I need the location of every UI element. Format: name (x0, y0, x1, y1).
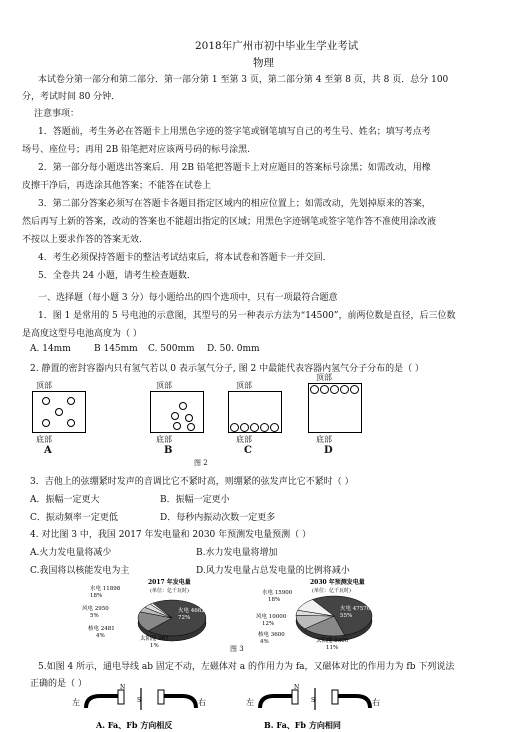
q2-d-top-label: 顶部 (316, 373, 332, 382)
notice-1a: 1．答题前，考生务必在答题卡上用黑色字迹的签字笔或钢笔填写自己的考生号、姓名；填写考点考 (38, 127, 431, 137)
magnet-yoke-left-b (260, 696, 296, 708)
molecule (250, 423, 259, 432)
pie-label: 4% (96, 633, 105, 639)
q3-option-c: C．振动频率一定更低 (30, 513, 118, 523)
pie-label: 风电 2950 (82, 606, 109, 612)
pole-s-left: S (137, 697, 142, 704)
q2-label-d: D (324, 445, 333, 456)
q2-d-bottom-label: 底部 (316, 435, 332, 444)
diagram-b (246, 684, 380, 730)
pole-n-left: N (120, 684, 126, 691)
molecule (270, 423, 279, 432)
pie-label: 太阳能 9300 (316, 638, 349, 644)
pie-title: 2017 年发电量 (148, 579, 191, 586)
q2-a-top-label: 顶部 (36, 381, 52, 390)
q2-label-c: C (244, 445, 252, 456)
q2-c-top-label: 顶部 (236, 381, 252, 390)
molecule (320, 385, 329, 394)
pie-label: 太阳能 967 (140, 636, 169, 642)
notice-2b: 皮擦干净后，再选涂其他答案；不能答在试卷上 (22, 181, 212, 191)
q1-option-a: A. 14mm (30, 344, 71, 354)
pole-left-b (292, 690, 298, 704)
q4-option-a: A.火力发电量将减少 (30, 548, 112, 558)
molecule (350, 385, 359, 394)
pie-label: 72% (178, 615, 191, 621)
pie-label: 水电 11898 (90, 586, 121, 592)
q3-option-b: B．振幅一定更小 (160, 495, 230, 505)
q1-stem-b: 是高度这型号电池高度为（ ） (22, 329, 142, 339)
q1-option-c: C. 500mm (148, 344, 195, 354)
pie-subtitle: (单位：亿千瓦时) (312, 588, 351, 594)
q2-label-a: A (44, 445, 52, 456)
molecule (42, 397, 50, 405)
q2-box-a (32, 391, 86, 433)
pie-label: 18% (268, 597, 281, 603)
q3-option-a: A．振幅一定更大 (30, 495, 100, 505)
pie-label: 18% (90, 593, 103, 599)
q2-c-bottom-label: 底部 (236, 435, 252, 444)
molecule (340, 385, 349, 394)
pie-label: 火电 47570 (340, 606, 371, 612)
magnet-yoke-right (160, 696, 196, 708)
intro-line-2: 分，考试时间 80 分钟． (22, 92, 121, 102)
caption-b: B. Fa、Fb 方向相同 (264, 720, 341, 730)
figure-3-caption: 图 3 (230, 645, 244, 653)
q2-box-d (308, 383, 362, 433)
pie-label: 风电 10000 (256, 614, 287, 620)
pie-label: 5% (90, 613, 99, 619)
intro-line-1: 本试卷分第一部分和第二部分．第一部分第 1 至第 3 页，第二部分第 4 至第 8 页，共 8 页．总分 100 (38, 75, 449, 85)
q4-option-b: B.水力发电量将增加 (196, 548, 278, 558)
pie-label: 55% (340, 613, 353, 619)
q3-option-d: D．每秒内振动次数一定更多 (160, 513, 276, 523)
pie-subtitle: (单位：亿千瓦时) (150, 588, 189, 594)
molecule (179, 402, 187, 410)
molecule (187, 423, 195, 431)
caption-a: A. Fa、Fb 方向相反 (96, 720, 173, 730)
notice-5: 5．全卷共 24 小题，请考生检查题数． (38, 271, 196, 281)
q1-option-b: B 145mm (94, 344, 138, 354)
notice-3a: 3．第二部分答案必须写在答题卡各题目指定区域内的相应位置上；如需改动，先划掉原来的答案， (38, 199, 431, 209)
pie-title: 2030 年预测发电量 (310, 579, 365, 586)
q2-b-bottom-label: 底部 (156, 435, 172, 444)
q4-stem: 4. 对比图 3 中，我国 2017 年发电量和 2030 年预测发电量预测（ ） (30, 530, 312, 540)
molecule (260, 423, 269, 432)
molecule (171, 412, 179, 420)
molecule (67, 397, 75, 405)
pie-label: 水电 15900 (262, 590, 293, 596)
molecule (42, 419, 50, 427)
q2-label-b: B (164, 445, 173, 456)
left-label: 左 (72, 698, 80, 707)
notice-3b: 然后再写上新的答案，改动的答案也不能超出指定的区域；用黑色字迹钢笔或签字笔作答不准使用涂改液 (22, 217, 437, 227)
q1-stem-a: 1．图 1 是常用的 5 号电池的示意图，其型号的另一种表示方法为“14500”，前两位数是直径，后三位数 (38, 311, 456, 321)
q2-b-top-label: 顶部 (156, 381, 172, 390)
molecule (240, 423, 249, 432)
section-heading: 一、选择题（每小题 3 分）每小题给出的四个选项中，只有一项最符合题意 (38, 293, 338, 303)
q5-stem-b: 正确的是（ ） (30, 679, 87, 689)
pole-left (118, 690, 124, 704)
pie-label: 1% (150, 643, 159, 649)
pole-s-b: S (311, 697, 316, 704)
notice-title: 注意事项： (34, 109, 80, 119)
pie-label: 4% (260, 639, 269, 645)
magnet-yoke-right-b (334, 696, 370, 708)
q2-a-bottom-label: 底部 (36, 435, 52, 444)
q1-option-d: D. 50. 0mm (207, 344, 260, 354)
q2-box-b (150, 391, 204, 433)
molecule (67, 419, 75, 427)
figure-3-charts (0, 578, 532, 654)
pie-label: 核电 2481 (88, 626, 115, 632)
pie-label: 核电 3600 (258, 632, 285, 638)
right-label: 右 (198, 698, 206, 707)
notice-2a: 2．第一部分每小题选出答案后．用 2B 铅笔把答题卡上对应题目的答案标号涂黑；如需改动，用橡 (38, 163, 431, 173)
pie-label: 11% (326, 645, 339, 651)
molecule (330, 385, 339, 394)
pole-right (158, 690, 164, 704)
molecule (185, 414, 193, 422)
pole-n-b: N (294, 684, 300, 691)
magnet-yoke-left (86, 696, 122, 708)
notice-4: 4．考生必须保持答题卡的整洁考试结束后，将本试卷和答题卡一并交回． (38, 253, 332, 263)
subject-title: 物理 (253, 57, 274, 69)
q4-option-c: C.我国将以核能发电为主 (30, 566, 130, 576)
notice-3c: 不按以上要求作答的答案无效. (22, 235, 142, 245)
q5-stem-a: 5.如图 4 所示，通电导线 ab 固定不动，左磁体对 a 的作用力为 fa，又磁体对比的作用力为 fb 下列说法 (38, 662, 455, 672)
molecule (230, 423, 239, 432)
molecule (173, 422, 181, 430)
q4-option-d: D.风力发电量占总发电量的比例将减小 (196, 566, 350, 576)
q2-stem: 2. 静置的密封容器内只有氢气若以 0 表示氢气分子, 图 2 中最能代表容器内氢气分子分布的是（ ） (30, 364, 424, 374)
diagram-a (72, 684, 206, 730)
pie-label: 火电 46627 (178, 608, 209, 614)
right-label-b: 右 (372, 698, 380, 707)
molecule (55, 408, 63, 416)
notice-1b: 场号、座位号；再用 2B 铅笔把对应该两号码的标号涂黑. (22, 145, 250, 155)
molecule (310, 385, 319, 394)
figure-2-caption: 图 2 (194, 459, 208, 467)
pole-right-b (332, 690, 338, 704)
pie-label: 12% (262, 621, 275, 627)
q3-stem: 3．吉他上的弦绷紧时发声的音调比它不紧时高，则绷紧的弦发声比它不紧时（ ） (30, 477, 354, 487)
exam-title: 2018年广州市初中毕业生学业考试 (195, 40, 359, 52)
left-label-b: 左 (246, 698, 254, 707)
q2-box-c (228, 391, 282, 433)
